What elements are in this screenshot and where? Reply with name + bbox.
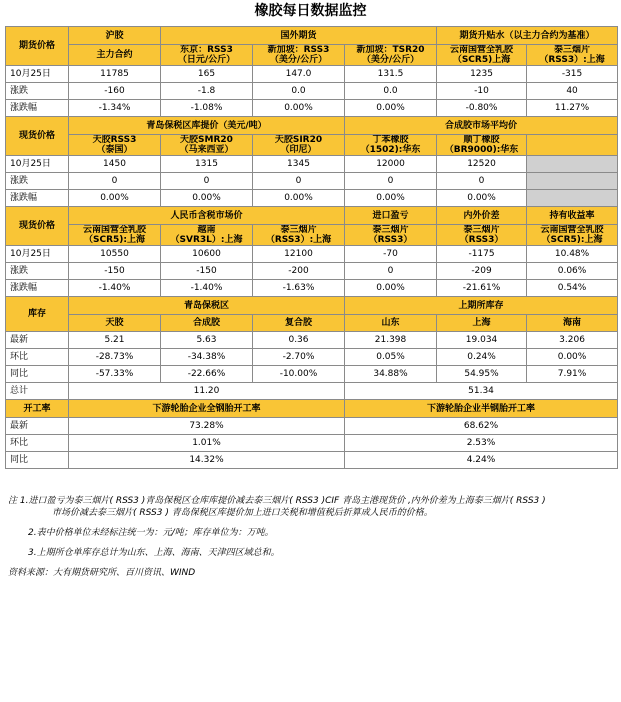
group-header: 上期所库存	[345, 297, 618, 315]
row-label: 涨跌幅	[6, 280, 69, 297]
cell: -1.40%	[161, 280, 253, 297]
cell: -0.80%	[437, 100, 527, 117]
table-row	[6, 435, 618, 452]
cell: 0	[345, 173, 437, 190]
cell: -21.61%	[437, 280, 527, 297]
cell: 10550	[69, 246, 161, 263]
cell: 7.91%	[527, 366, 618, 383]
column-header: 越南 （SVR3L）:上海	[161, 225, 253, 246]
table-row	[6, 173, 618, 190]
cell: 0.0	[345, 83, 437, 100]
group-header: 内外价差	[437, 207, 527, 225]
cell: 68.62%	[345, 418, 618, 435]
note-1-continued: 市场价减去泰三烟片( RSS3 ) 青岛保税区库提价加上进口关税和增值税后折算成人民币的价格。	[52, 508, 433, 518]
group-header: 国外期货	[161, 27, 437, 45]
cell: 147.0	[253, 66, 345, 83]
table-row	[6, 66, 618, 83]
column-header: 新加坡：TSR20 （美分/公斤）	[345, 45, 437, 66]
cell: 14.32%	[69, 452, 345, 469]
cell: -70	[345, 246, 437, 263]
cell: 0.00%	[345, 190, 437, 207]
table-row	[6, 418, 618, 435]
cell: -200	[253, 263, 345, 280]
section-label-spot: 现货价格	[6, 117, 69, 156]
row-label: 10月25日	[6, 66, 69, 83]
cell: 0	[69, 173, 161, 190]
cell: 0.54%	[527, 280, 618, 297]
note-3: 3.上期所仓单库存总计为山东、上海、海南、天津四区域总和。	[28, 548, 280, 558]
column-header: 海南	[527, 315, 618, 332]
cell: 40	[527, 83, 618, 100]
cell: 165	[161, 66, 253, 83]
total-qingdao: 11.20	[69, 383, 345, 400]
table-row	[6, 156, 618, 173]
row-label: 10月25日	[6, 246, 69, 263]
group-header: 期货升贴水（以主力合约为基准）	[437, 27, 618, 45]
cell: 73.28%	[69, 418, 345, 435]
cell: -2.70%	[253, 349, 345, 366]
cell: 0.06%	[527, 263, 618, 280]
cell: -10.00%	[253, 366, 345, 383]
column-header: 丁苯橡胶 （1502):华东	[345, 135, 437, 156]
page-title: 橡胶每日数据监控	[254, 3, 367, 19]
data-source: 资料来源：大有期货研究所、百川资讯、WIND	[8, 568, 196, 578]
row-label: 最新	[6, 332, 69, 349]
note-2: 2.表中价格单位未经标注统一为：元/吨；库存单位为：万吨。	[28, 528, 274, 538]
cell: 2.53%	[345, 435, 618, 452]
group-header: 青岛保税区	[69, 297, 345, 315]
row-label: 环比	[6, 435, 69, 452]
cell: 0.00%	[437, 190, 527, 207]
table-row	[6, 349, 618, 366]
cell: -150	[69, 263, 161, 280]
cell: 5.63	[161, 332, 253, 349]
column-header: 合成胶	[161, 315, 253, 332]
column-header: 泰三烟片 （RSS3）	[345, 225, 437, 246]
column-header: 天胶RSS3 （泰国）	[69, 135, 161, 156]
cell: 12100	[253, 246, 345, 263]
cell: 10600	[161, 246, 253, 263]
table-row	[6, 190, 618, 207]
group-header: 进口盈亏	[345, 207, 437, 225]
row-label: 同比	[6, 366, 69, 383]
cell: 54.95%	[437, 366, 527, 383]
cell: -1.34%	[69, 100, 161, 117]
row-label: 涨跌	[6, 83, 69, 100]
cell: -1175	[437, 246, 527, 263]
column-header: 云南国营全乳胶 （SCR5):上海	[69, 225, 161, 246]
table-row	[6, 246, 618, 263]
section-label-futures: 期货价格	[6, 27, 69, 66]
cell: -34.38%	[161, 349, 253, 366]
column-header: 山东	[345, 315, 437, 332]
note-1: 注 1.进口盈亏为泰三烟片( RSS3 )青岛保税区仓库库提价减去泰三烟片( RSS3 )CIF 青岛主港现货价 ,内外价差为上海泰三烟片( RSS3 )	[8, 496, 546, 506]
empty-cell	[527, 156, 618, 173]
cell: 0.00%	[161, 190, 253, 207]
cell: 0.24%	[437, 349, 527, 366]
cell: -209	[437, 263, 527, 280]
cell: -315	[527, 66, 618, 83]
column-header: 天胶SMR20 （马来西亚）	[161, 135, 253, 156]
table-row	[6, 280, 618, 297]
group-header: 人民币含税市场价	[69, 207, 345, 225]
column-header: 云南国营全乳胶 （SCR5):上海	[527, 225, 618, 246]
cell: -1.40%	[69, 280, 161, 297]
row-label: 同比	[6, 452, 69, 469]
cell: -1.08%	[161, 100, 253, 117]
table-row	[6, 332, 618, 349]
cell: -150	[161, 263, 253, 280]
row-label: 涨跌	[6, 263, 69, 280]
cell: -57.33%	[69, 366, 161, 383]
cell: -1.63%	[253, 280, 345, 297]
row-label: 总计	[6, 383, 69, 400]
row-label: 环比	[6, 349, 69, 366]
group-header: 下游轮胎企业半钢胎开工率	[345, 400, 618, 418]
cell: -22.66%	[161, 366, 253, 383]
column-header: 云南国营全乳胶 （SCR5)上海	[437, 45, 527, 66]
column-header: 上海	[437, 315, 527, 332]
group-header: 合成胶市场平均价	[345, 117, 618, 135]
table-row	[6, 452, 618, 469]
table-row	[6, 100, 618, 117]
cell: 1235	[437, 66, 527, 83]
group-header: 青岛保税区库提价（美元/吨）	[69, 117, 345, 135]
rubber-data-table	[5, 26, 618, 469]
cell: 0	[253, 173, 345, 190]
row-label: 涨跌幅	[6, 190, 69, 207]
cell: 131.5	[345, 66, 437, 83]
table-row	[6, 263, 618, 280]
column-header: 天胶	[69, 315, 161, 332]
row-label: 10月25日	[6, 156, 69, 173]
column-header: 天胶SIR20 （印尼）	[253, 135, 345, 156]
column-header: 新加坡：RSS3 （美分/公斤）	[253, 45, 345, 66]
column-header: 主力合约	[69, 45, 161, 66]
cell: -28.73%	[69, 349, 161, 366]
column-header: 泰三烟片 （RSS3）:上海	[527, 45, 618, 66]
section-label-operating-rate: 开工率	[6, 400, 69, 418]
row-label: 涨跌	[6, 173, 69, 190]
cell: 0.00%	[253, 190, 345, 207]
cell: 10.48%	[527, 246, 618, 263]
table-row	[6, 83, 618, 100]
footnotes	[8, 495, 621, 579]
cell: -1.8	[161, 83, 253, 100]
cell: 1315	[161, 156, 253, 173]
column-header	[527, 135, 618, 156]
cell: 12520	[437, 156, 527, 173]
table-row	[6, 366, 618, 383]
total-shfe: 51.34	[345, 383, 618, 400]
cell: 0.36	[253, 332, 345, 349]
cell: 0.05%	[345, 349, 437, 366]
column-header: 复合胶	[253, 315, 345, 332]
row-label: 最新	[6, 418, 69, 435]
group-header: 持有收益率	[527, 207, 618, 225]
cell: 0.00%	[253, 100, 345, 117]
cell: 34.88%	[345, 366, 437, 383]
column-header: 东京：RSS3 （日元/公斤）	[161, 45, 253, 66]
cell: 0	[161, 173, 253, 190]
cell: -10	[437, 83, 527, 100]
group-header: 沪胶	[69, 27, 161, 45]
cell: 12000	[345, 156, 437, 173]
empty-cell	[527, 190, 618, 207]
section-label-spot-rmb: 现货价格	[6, 207, 69, 246]
column-header: 顺丁橡胶 （BR9000):华东	[437, 135, 527, 156]
column-header: 泰三烟片 （RSS3）	[437, 225, 527, 246]
cell: 1450	[69, 156, 161, 173]
empty-cell	[527, 173, 618, 190]
cell: 0	[345, 263, 437, 280]
section-label-inventory: 库存	[6, 297, 69, 332]
row-label: 涨跌幅	[6, 100, 69, 117]
cell: 11785	[69, 66, 161, 83]
cell: 0.0	[253, 83, 345, 100]
cell: 0	[437, 173, 527, 190]
cell: 0.00%	[345, 100, 437, 117]
cell: 4.24%	[345, 452, 618, 469]
cell: 0.00%	[527, 349, 618, 366]
column-header: 泰三烟片 （RSS3）:上海	[253, 225, 345, 246]
group-header: 下游轮胎企业全钢胎开工率	[69, 400, 345, 418]
cell: 0.00%	[345, 280, 437, 297]
cell: 1.01%	[69, 435, 345, 452]
cell: 0.00%	[69, 190, 161, 207]
cell: 1345	[253, 156, 345, 173]
cell: -160	[69, 83, 161, 100]
cell: 5.21	[69, 332, 161, 349]
cell: 21.398	[345, 332, 437, 349]
table-row-total	[6, 383, 618, 400]
cell: 3.206	[527, 332, 618, 349]
cell: 11.27%	[527, 100, 618, 117]
cell: 19.034	[437, 332, 527, 349]
